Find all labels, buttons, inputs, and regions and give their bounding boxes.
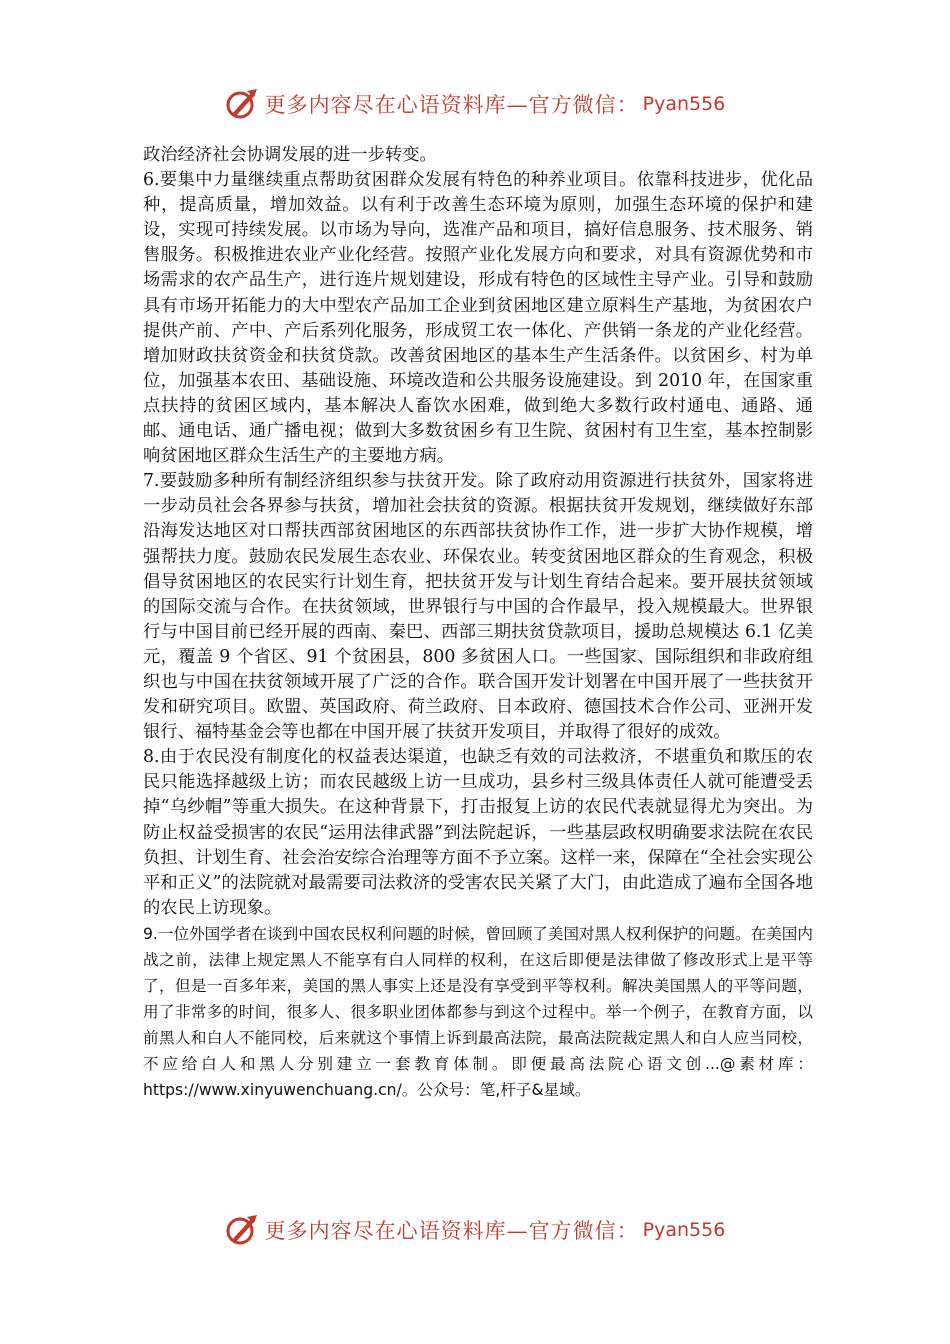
footer-banner (0, 1210, 950, 1250)
paragraph-continuation: 政治经济社会协调发展的进一步转变。 (143, 145, 437, 165)
paragraph-6: 6.要集中力量继续重点帮助贫困群众发展有特色的种养业项目。依靠科技进步，优化品种，提高质量，增加效益。以有利于改善生态环境为原则，加强生态环境的保护和建设，实现可持续发展。以市场为导向，选准产品和项目，搞好信息服务、技术服务、销售服务。积极推进农业产业化经营。按照产业化发展方向和要求，对具有资源优势和市场需求的农产品生产，进行连片规划建设，形成有特色的区域性主导产业。引导和鼓励具有市场开拓能力的大中型农产品加工企业到贫困地区建立原料生产基地，为贫困农户提供产前、产中、产后系列化服务，形成贸工农一体化、产供销一条龙的产业化经营。增加财政扶贫资金和扶贫贷款。改善贫困地区的基本生产生活条件。以贫困乡、村为单位，加强基本农田、基础设施、环境改造和公共服务设施建设。到 2010 年，在国家重点扶持的贫困区域内，基本解决人畜饮水困难，做到绝大多数行政村通电、通路、通邮、通电话、通广播电视；做到大多数贫困乡有卫生院、贫困村有卫生室，基本控制影响贫困地区群众生活生产的主要地方病。 (143, 170, 813, 467)
paragraph-7: 7.要鼓励多种所有制经济组织参与扶贫开发。除了政府动用资源进行扶贫外，国家将进一步动员社会各界参与扶贫，增加社会扶贫的资源。根据扶贫开发规划，继续做好东部沿海发达地区对口帮扶西部贫困地区的东西部扶贫协作工作，进一步扩大协作规模，增强帮扶力度。鼓励农民发展生态农业、环保农业。转变贫困地区群众的生育观念，积极倡导贫困地区的农民实行计划生育，把扶贫开发与计划生育结合起来。要开展扶贫领域的国际交流与合作。在扶贫领域，世界银行与中国的合作最早，投入规模最大。世界银行与中国目前已经开展的西南、秦巴、西部三期扶贫贷款项目，援助总规模达 6.1 亿美元，覆盖 9 个省区、91 个贫困县，800 多贫困人口。一些国家、国际组织和非政府组织也与中国在扶贫领域开展了广泛的合作。联合国开发计划署在中国开展了一些扶贫开发和研究项目。欧盟、英国政府、荷兰政府、日本政府、德国技术合作公司、亚洲开发银行、福特基金会等也都在中国开展了扶贫开发项目，并取得了很好的成效。 (143, 471, 813, 743)
banner-text: 更多内容尽在心语资料库—官方微信： (264, 1219, 639, 1243)
paragraph-8: 8.由于农民没有制度化的权益表达渠道，也缺乏有效的司法救济，不堪重负和欺压的农民只能选择越级上访；而农民越级上访一旦成功，县乡村三级具体责任人就可能遭受丢掉“乌纱帽”等重大损失。在这种背景下，打击报复上访的农民代表就显得尤为突出。为防止权益受损害的农民“运用法律武器”到法院起诉，一些基层政权明确要求法院在农民负担、计划生育、社会治安综合治理等方面不予立案。这样一来，保障在“全社会实现公平和正义”的法院就对最需要司法救济的受害农民关紧了大门，由此造成了遍布全国各地的农民上访现象。 (143, 747, 813, 918)
paragraph-9: 9.一位外国学者在谈到中国农民权利问题的时候，曾回顾了美国对黑人权利保护的问题。在美国内战之前，法律上规定黑人不能享有白人同样的权利，在这后即便是法律做了修改形式上是平等了，但是一百多年来，美国的黑人事实上还是没有享受到平等权利。解决美国黑人的平等问题，用了非常多的时间，很多人、很多职业团体都参与到这个过程中。举一个例子，在教育方面，以前黑人和白人不能同校，后来就这个事情上诉到最高法院，最高法院裁定黑人和白人应当同校，不应给白人和黑人分别建立一套教育体制。即便最高法院心语文创...@素材库：https://www.xinyuwenchuang.cn/。公众号：笔,杆子&星域。 (143, 924, 813, 1099)
banner-wechat-id: Pyan556 (642, 1219, 726, 1241)
pen-quill-icon (225, 87, 259, 121)
header-banner (0, 84, 950, 124)
pen-quill-icon (225, 1213, 259, 1247)
banner-text: 更多内容尽在心语资料库—官方微信： (264, 93, 639, 117)
document-body (143, 143, 813, 1103)
banner-wechat-id: Pyan556 (642, 93, 726, 115)
